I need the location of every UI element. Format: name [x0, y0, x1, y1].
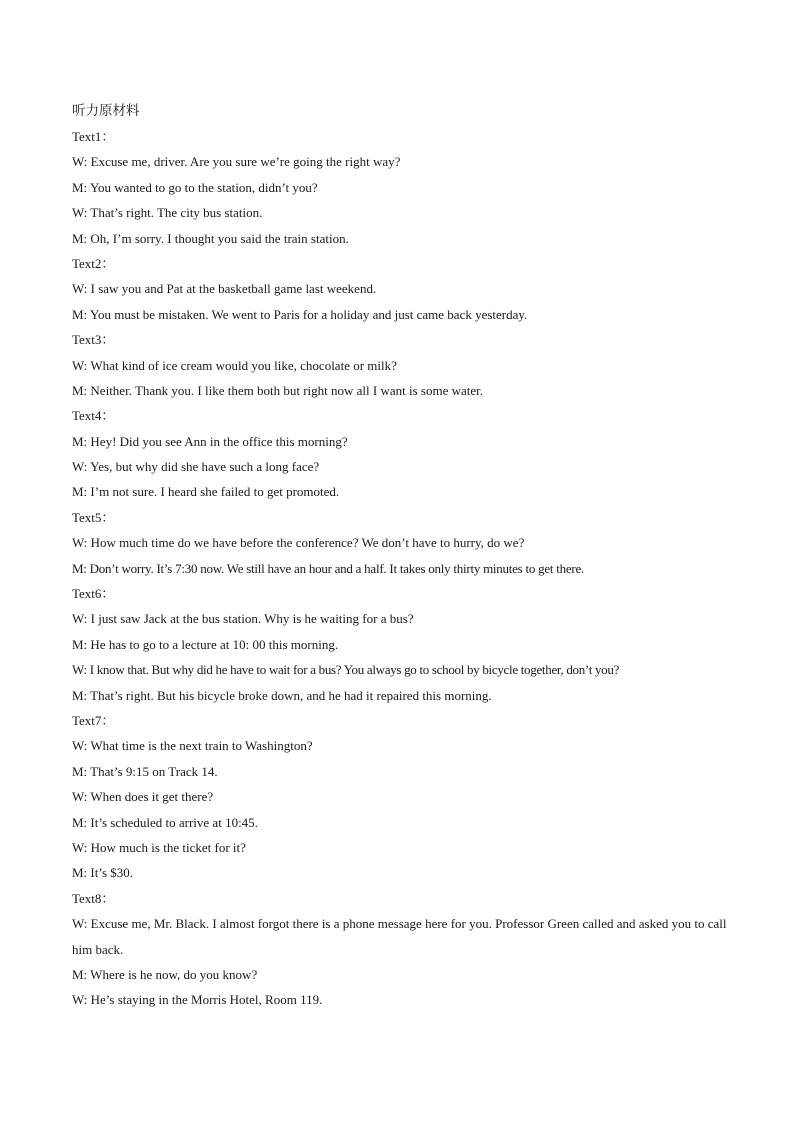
- dialogue-line: W: That’s right. The city bus station.: [72, 205, 263, 221]
- section-heading-text3: Text3：: [72, 332, 115, 348]
- dialogue-line: M: That’s right. But his bicycle broke down, and he had it repaired this morning.: [72, 687, 492, 703]
- dialogue-line: M: Where is he now, do you know?: [72, 966, 258, 982]
- dialogue-line: W: I just saw Jack at the bus station. Why is he waiting for a bus?: [72, 611, 414, 627]
- section-heading-text7: Text7：: [72, 712, 115, 728]
- transcript-body: [72, 98, 732, 1013]
- section-heading-text2: Text2：: [72, 255, 115, 271]
- dialogue-line: M: You wanted to go to the station, didn’t you?: [72, 179, 318, 195]
- dialogue-line: W: How much is the ticket for it?: [72, 839, 246, 855]
- section-heading-text1: Text1：: [72, 129, 115, 144]
- dialogue-line: W: He’s staying in the Morris Hotel, Room 119.: [72, 992, 323, 1008]
- dialogue-line: W: Excuse me, Mr. Black. I almost forgot there is a phone message here for you. Professor Green called and asked you to call him back.: [72, 916, 727, 957]
- dialogue-line: W: Yes, but why did she have such a long face?: [72, 459, 320, 475]
- dialogue-line: W: I saw you and Pat at the basketball game last weekend.: [72, 281, 377, 297]
- document-title: 听力原材料: [72, 103, 140, 119]
- dialogue-line: W: When does it get there?: [72, 789, 214, 805]
- dialogue-line: W: Excuse me, driver. Are you sure we’re going the right way?: [72, 154, 401, 170]
- dialogue-line: M: Oh, I’m sorry. I thought you said the train station.: [72, 230, 349, 246]
- dialogue-line: M: You must be mistaken. We went to Paris for a holiday and just came back yesterday.: [72, 306, 528, 322]
- dialogue-line: W: What kind of ice cream would you like, chocolate or milk?: [72, 357, 397, 373]
- dialogue-line: M: Don’t worry. It’s 7:30 now. We still have an hour and a half. It takes only thirty minutes to get there.: [72, 560, 584, 576]
- dialogue-line: M: That’s 9:15 on Track 14.: [72, 763, 218, 779]
- dialogue-line: M: It’s scheduled to arrive at 10:45.: [72, 814, 258, 830]
- dialogue-line: M: It’s $30.: [72, 865, 134, 881]
- section-heading-text4: Text4：: [72, 408, 115, 424]
- dialogue-line: M: He has to go to a lecture at 10: 00 this morning.: [72, 636, 339, 652]
- section-heading-text5: Text5：: [72, 509, 115, 525]
- dialogue-line: W: I know that. But why did he have to wait for a bus? You always go to school by bicycle together, don’t you?: [72, 662, 620, 678]
- dialogue-line: W: What time is the next train to Washington?: [72, 738, 313, 754]
- section-heading-text8: Text8：: [72, 890, 115, 906]
- dialogue-line: W: How much time do we have before the conference? We don’t have to hurry, do we?: [72, 535, 525, 551]
- dialogue-line: M: Neither. Thank you. I like them both but right now all I want is some water.: [72, 382, 483, 398]
- dialogue-line: M: Hey! Did you see Ann in the office this morning?: [72, 433, 348, 449]
- section-heading-text6: Text6：: [72, 586, 115, 602]
- dialogue-line: M: I’m not sure. I heard she failed to get promoted.: [72, 484, 340, 500]
